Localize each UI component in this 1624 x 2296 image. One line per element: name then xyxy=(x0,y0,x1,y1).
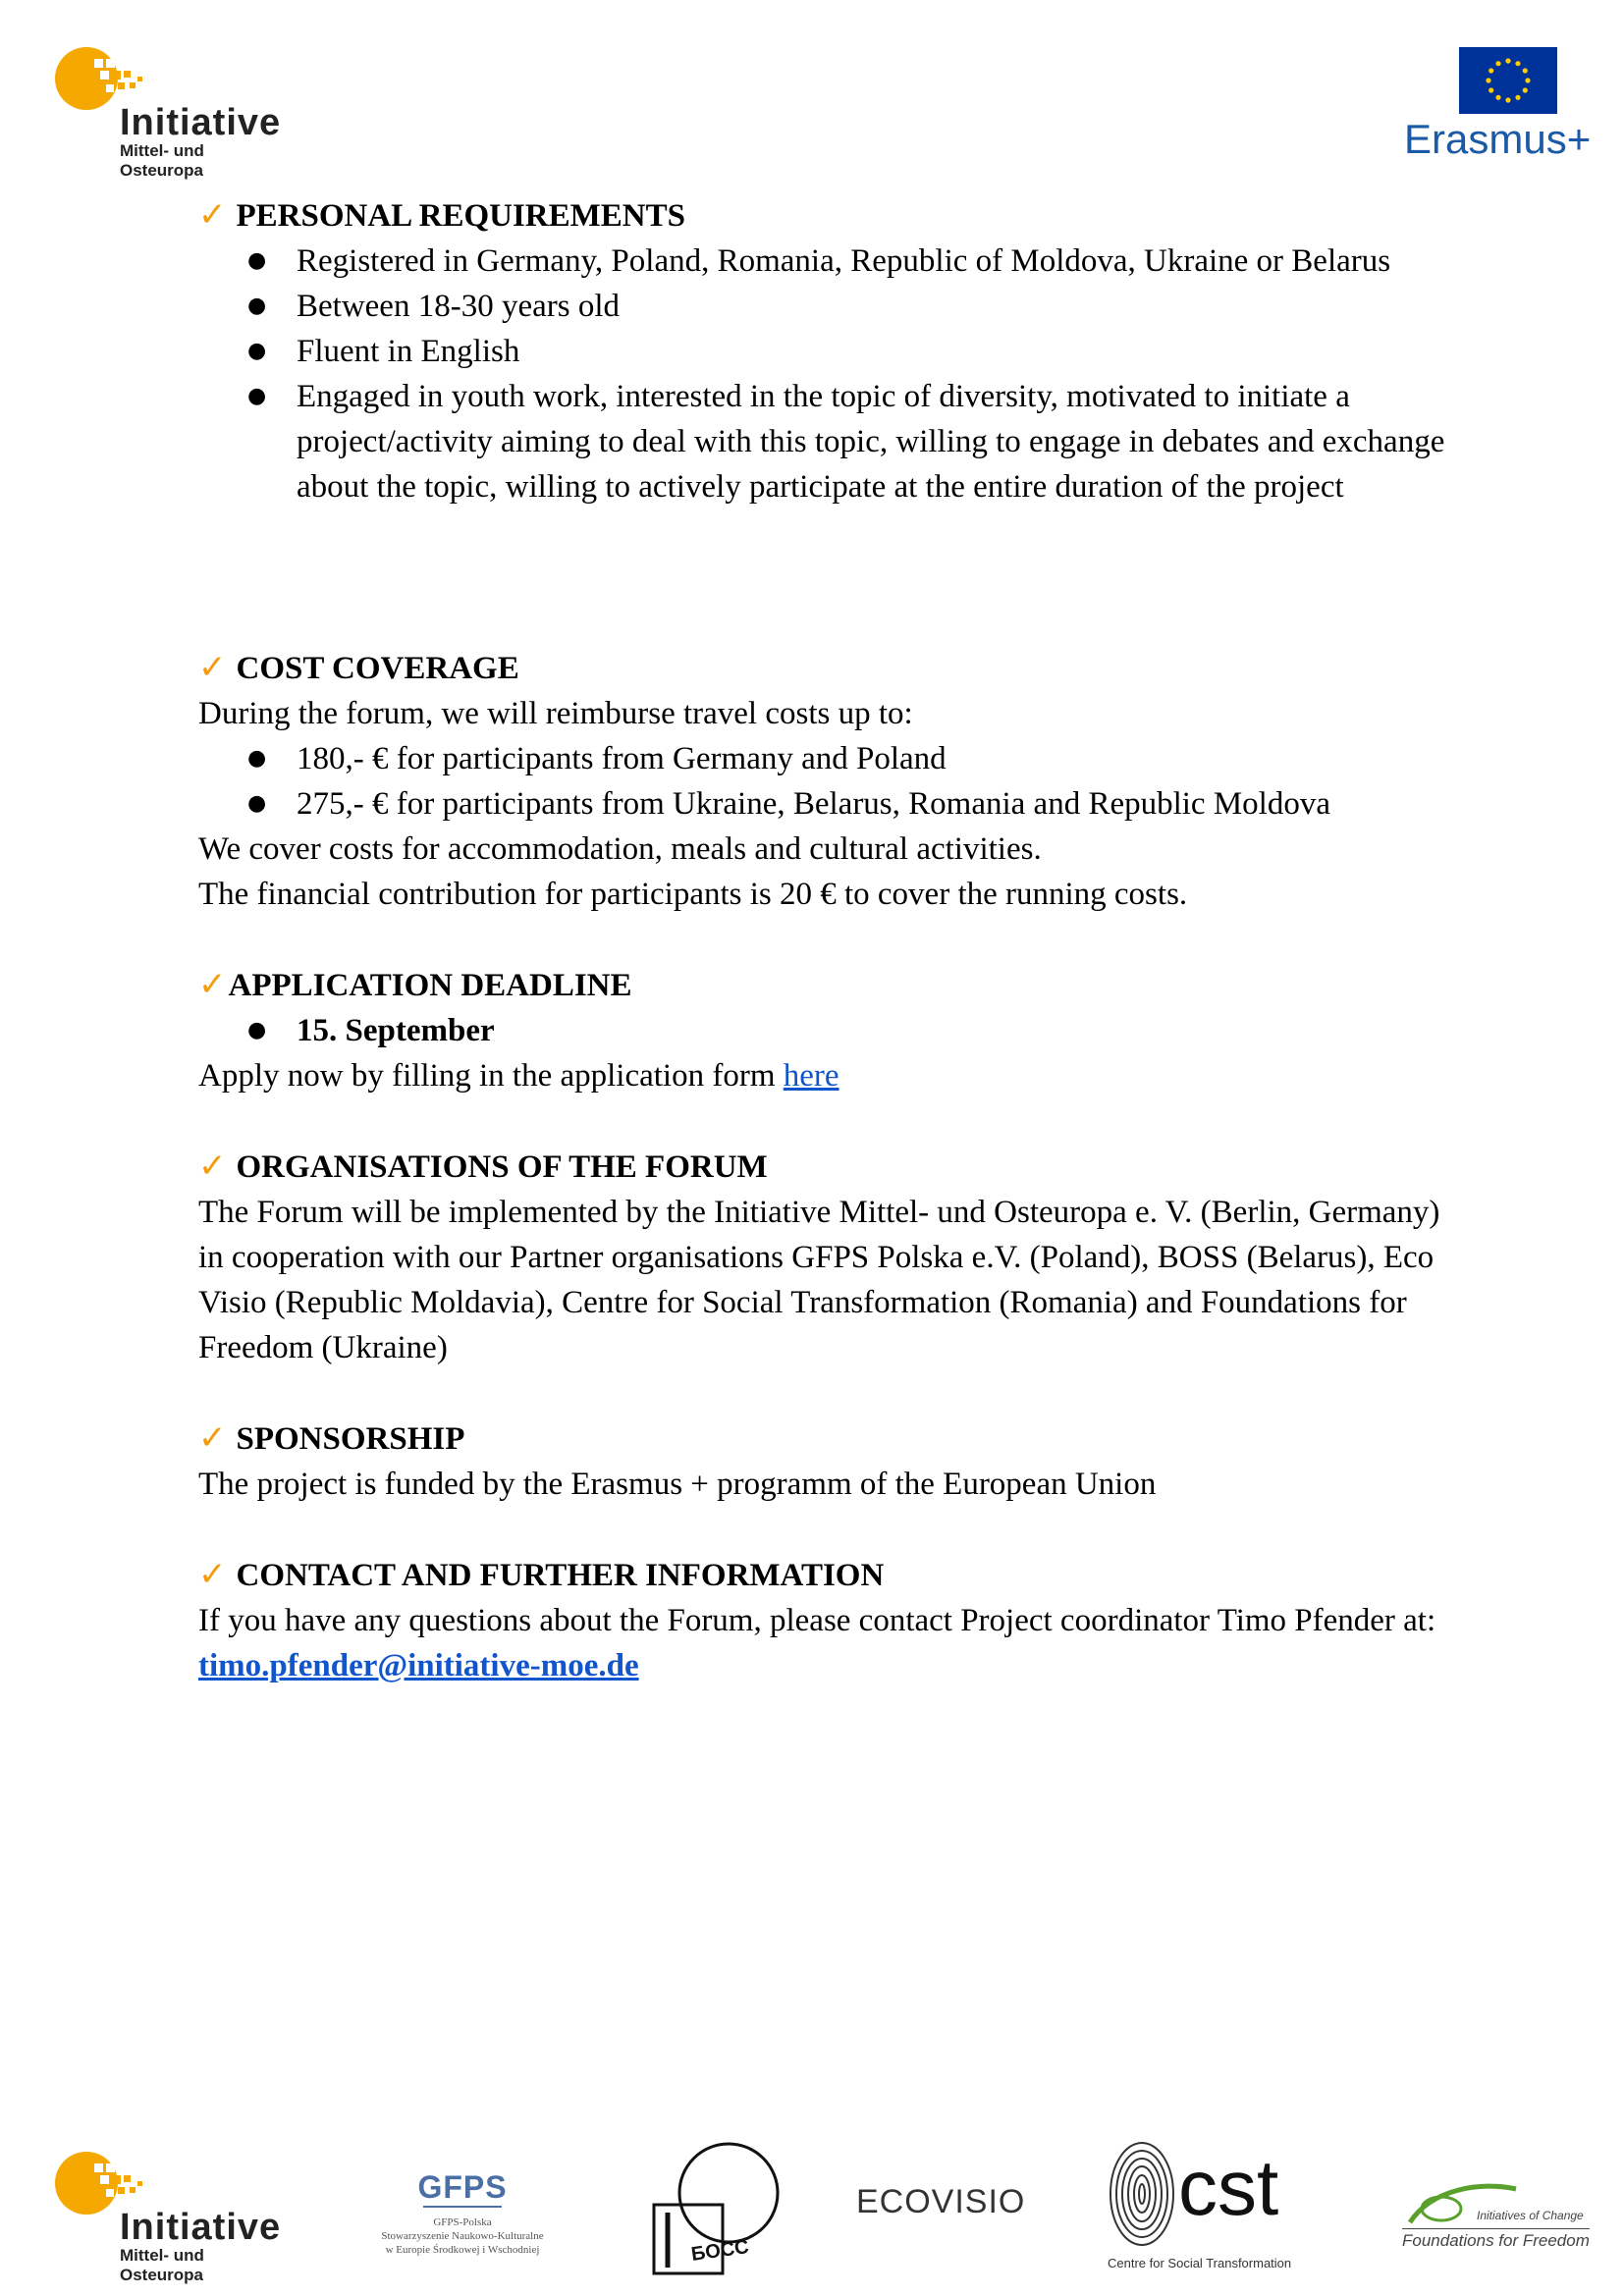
heading-text: PERSONAL REQUIREMENTS xyxy=(236,198,686,234)
initiative-logo-subtitle: Mittel- und Osteuropa xyxy=(120,2246,204,2284)
heading-text: SPONSORSHIP xyxy=(236,1421,465,1457)
gfps-logo-title: GFPS xyxy=(417,2169,508,2205)
bullet-icon: ● xyxy=(247,1018,267,1042)
bullet-icon: ● xyxy=(247,791,267,816)
heading-text: COST COVERAGE xyxy=(236,651,519,686)
cost-list xyxy=(198,736,1455,827)
bullet-icon: ● xyxy=(247,384,267,408)
checkmark-icon: ✓ xyxy=(198,965,227,1004)
document-body xyxy=(198,192,1455,1688)
bullet-icon: ● xyxy=(247,746,267,771)
fff-logo-line2: Foundations for Freedom xyxy=(1402,2228,1590,2251)
eu-flag-icon xyxy=(1459,47,1557,114)
cst-logo-caption: Centre for Social Transformation xyxy=(1108,2256,1292,2270)
initiative-logo-title: Initiative xyxy=(120,2207,282,2248)
checkmark-icon: ✓ xyxy=(198,1555,227,1594)
list-item: ● Engaged in youth work, interested in the topic of diversity, motivated to initiate a project/activity aiming to deal with this topic, willing to engage in debates and exchange about the topic, willing to actively participate at the entire duration of the project xyxy=(247,374,1455,509)
checkmark-icon: ✓ xyxy=(198,195,227,235)
gfps-logo-line3: w Europie Środkowej i Wschodniej xyxy=(385,2244,540,2256)
boss-logo-text: БОСС xyxy=(689,2236,751,2266)
section-personal-requirements xyxy=(198,192,1455,509)
ecovisio-logo: ECOVISIO xyxy=(856,2183,1026,2220)
bullet-icon: ● xyxy=(247,248,267,273)
initiative-logo-header xyxy=(55,43,291,180)
foundations-for-freedom-logo xyxy=(1402,2179,1590,2277)
heading-text: CONTACT AND FURTHER INFORMATION xyxy=(236,1558,885,1593)
footer-logos xyxy=(0,2140,1624,2287)
section-heading xyxy=(198,645,1455,691)
fingerprint-icon xyxy=(1108,2140,1176,2248)
section-heading xyxy=(198,1415,1455,1462)
heading-text: APPLICATION DEADLINE xyxy=(228,968,632,1003)
cost-line-accommodation: We cover costs for accommodation, meals and cultural activities. xyxy=(198,831,1042,867)
section-heading xyxy=(198,192,1455,239)
list-item: ● Fluent in English xyxy=(247,329,1455,374)
gfps-logo xyxy=(369,2169,556,2287)
checkmark-icon: ✓ xyxy=(198,1418,227,1458)
deadline-date: 15. September xyxy=(297,1013,495,1048)
apply-line: Apply now by filling in the application form here xyxy=(198,1058,839,1094)
sponsorship-text: The project is funded by the Erasmus + programm of the European Union xyxy=(198,1467,1157,1502)
bullet-icon: ● xyxy=(247,339,267,363)
list-item: ● Registered in Germany, Poland, Romania, Republic of Moldova, Ukraine or Belarus xyxy=(247,239,1455,284)
bullet-icon: ● xyxy=(247,294,267,318)
section-organisations xyxy=(198,1144,1455,1370)
cost-line-contribution: The financial contribution for participants is 20 € to cover the running costs. xyxy=(198,877,1188,912)
organisations-text: The Forum will be implemented by the Initiative Mittel- und Osteuropa e. V. (Berlin, Germany) in cooperation with our Partner organisations GFPS Polska e.V. (Poland), BOSS (Belarus), Eco Visio (Republic Moldavia), Centre for Social Transformation (Romania) and Foundations for Freedom (Ukraine) xyxy=(198,1195,1440,1365)
checkmark-icon: ✓ xyxy=(198,648,227,687)
erasmus-logo-text: Erasmus+ xyxy=(1404,116,1592,162)
list-item: ● Between 18-30 years old xyxy=(247,284,1455,329)
section-contact xyxy=(198,1552,1455,1688)
contact-text: If you have any questions about the Forum, please contact Project coordinator Timo Pfender at: xyxy=(198,1603,1436,1638)
boss-logo xyxy=(652,2142,785,2275)
requirements-list xyxy=(198,239,1455,509)
fff-logo-line1: Initiatives of Change xyxy=(1477,2209,1584,2222)
application-form-link[interactable]: here xyxy=(783,1058,839,1094)
section-heading xyxy=(198,1552,1455,1598)
section-heading xyxy=(198,962,1455,1008)
initiative-logo-footer xyxy=(55,2148,291,2284)
section-heading xyxy=(198,1144,1455,1190)
gfps-logo-line1: GFPS-Polska xyxy=(433,2216,492,2228)
deadline-list xyxy=(198,1008,1455,1053)
cst-logo-text: cst xyxy=(1178,2144,1279,2231)
list-item: ● 180,- € for participants from Germany and Poland xyxy=(247,736,1455,781)
gfps-logo-line2: Stowarzyszenie Naukowo-Kulturalne xyxy=(381,2230,544,2242)
cst-logo xyxy=(1108,2140,1333,2277)
section-cost-coverage xyxy=(198,645,1455,917)
heading-text: ORGANISATIONS OF THE FORUM xyxy=(236,1149,768,1185)
list-item xyxy=(247,1008,1455,1053)
initiative-logo-subtitle: Mittel- und Osteuropa xyxy=(120,141,204,180)
section-sponsorship xyxy=(198,1415,1455,1507)
list-item: ● 275,- € for participants from Ukraine, Belarus, Romania and Republic Moldova xyxy=(247,781,1455,827)
erasmus-logo xyxy=(1404,47,1624,165)
contact-email-link[interactable]: timo.pfender@initiative-moe.de xyxy=(198,1648,639,1683)
initiative-logo-title: Initiative xyxy=(120,102,282,143)
section-application-deadline xyxy=(198,962,1455,1098)
checkmark-icon: ✓ xyxy=(198,1147,227,1186)
cost-intro: During the forum, we will reimburse travel costs up to: xyxy=(198,696,913,731)
